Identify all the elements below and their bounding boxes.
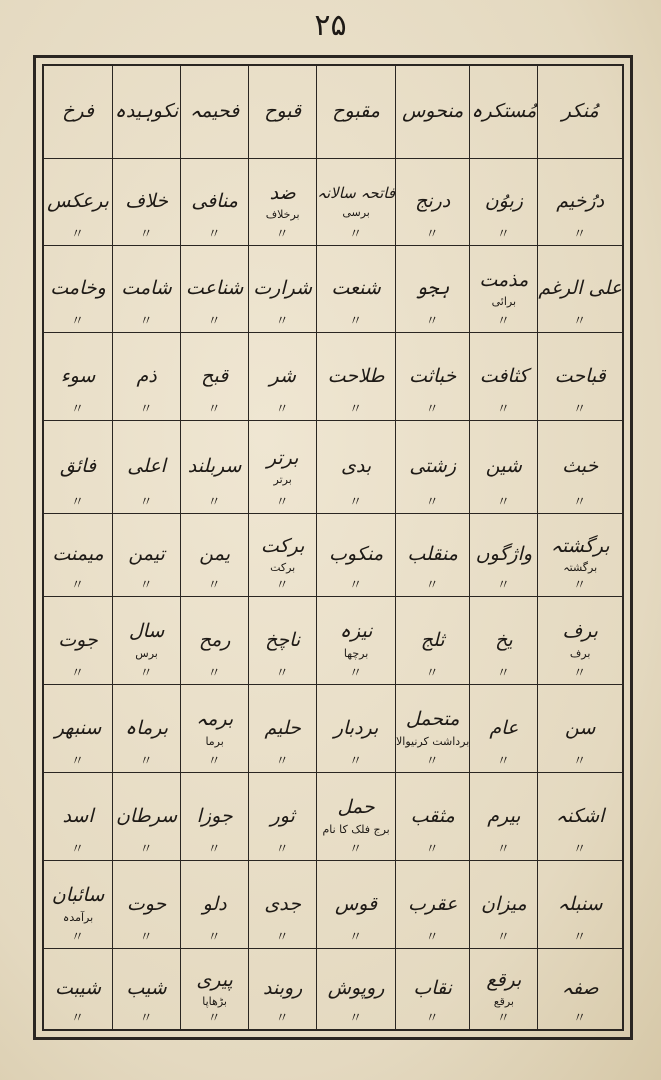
table-cell (180, 685, 248, 773)
entry-word: ثور (270, 804, 295, 827)
table-cell (537, 685, 622, 773)
ditto-mark: 〃 (425, 495, 440, 510)
ditto-mark: 〃 (207, 754, 222, 769)
table-cell (180, 773, 248, 861)
table-cell (316, 514, 395, 597)
entry-word: سنبھر (54, 716, 102, 739)
entry-word: مقبوح (332, 100, 380, 123)
ditto-mark: 〃 (349, 314, 364, 329)
ditto-mark: 〃 (425, 666, 440, 681)
entry-word: درنج (415, 190, 451, 213)
ditto-mark: 〃 (139, 402, 154, 417)
table-cell (248, 246, 316, 333)
table-cell (112, 773, 180, 861)
entry-word: سائبان (51, 884, 105, 907)
ditto-mark: 〃 (139, 495, 154, 510)
table-cell (44, 597, 112, 685)
entry-note: برائی (491, 295, 517, 309)
ditto-mark: 〃 (349, 754, 364, 769)
table-cell (469, 514, 537, 597)
table-cell (112, 66, 180, 159)
table-cell (537, 773, 622, 861)
ditto-mark: 〃 (71, 314, 86, 329)
entry-note: برداشت کرنیوالا (396, 734, 470, 748)
ditto-mark: 〃 (425, 314, 440, 329)
ditto-mark: 〃 (139, 578, 154, 593)
ditto-mark: 〃 (275, 495, 290, 510)
ditto-mark: 〃 (139, 754, 154, 769)
ditto-mark: 〃 (349, 402, 364, 417)
ditto-mark: 〃 (71, 495, 86, 510)
entry-word: فاتحہ سالانہ (317, 183, 395, 202)
table-cell (44, 949, 112, 1029)
entry-word: سرطان (115, 804, 178, 827)
entry-note: برقع (493, 995, 514, 1009)
table-cell (248, 66, 316, 159)
ditto-mark: 〃 (573, 930, 588, 945)
entry-word: شامت (121, 277, 172, 300)
table-cell (469, 773, 537, 861)
entry-note: برف (569, 646, 591, 660)
ditto-mark: 〃 (139, 314, 154, 329)
table-cell (316, 333, 395, 421)
entry-word: قبح (201, 364, 229, 387)
entry-word: شیبت (55, 977, 102, 1000)
entry-word: اسد (62, 804, 94, 827)
entry-word: منقلب (407, 543, 458, 566)
table-cell (44, 333, 112, 421)
entry-note: برآمدہ (62, 910, 94, 924)
table-cell (44, 773, 112, 861)
ditto-mark: 〃 (275, 227, 290, 242)
ditto-mark: 〃 (207, 495, 222, 510)
entry-word: روپوش (327, 977, 385, 1000)
entry-word: برتر (266, 446, 299, 469)
entry-word: سن (564, 716, 596, 739)
entry-word: متحمل (405, 708, 460, 731)
table-cell (180, 949, 248, 1029)
entry-word: برقع (486, 968, 522, 991)
table-cell (180, 861, 248, 949)
table-cell (44, 685, 112, 773)
ditto-mark: 〃 (496, 495, 511, 510)
table-cell (469, 685, 537, 773)
ditto-mark: 〃 (349, 227, 364, 242)
table-cell (180, 66, 248, 159)
entry-word: عقرب (408, 892, 458, 915)
table-cell (44, 246, 112, 333)
table-cell (537, 861, 622, 949)
entry-word: درُخیم (556, 190, 605, 213)
table-cell (395, 597, 469, 685)
ditto-mark: 〃 (139, 842, 154, 857)
ditto-mark: 〃 (573, 495, 588, 510)
ditto-mark: 〃 (425, 1011, 440, 1026)
table-cell (469, 159, 537, 246)
table-cell (248, 597, 316, 685)
entry-word: جوزا (196, 804, 233, 827)
table-cell (469, 246, 537, 333)
entry-word: شین (485, 455, 522, 478)
entry-word: فرخ (62, 100, 94, 123)
entry-note: برج فلک کا نام (322, 822, 390, 836)
entry-word: روبند (262, 977, 303, 1000)
ditto-mark: 〃 (496, 930, 511, 945)
table-cell (469, 949, 537, 1029)
entry-word: خبث (562, 455, 599, 478)
ditto-mark: 〃 (349, 666, 364, 681)
ditto-mark: 〃 (496, 402, 511, 417)
entry-word: شنعت (331, 277, 381, 300)
ditto-mark: 〃 (207, 666, 222, 681)
table-cell (316, 949, 395, 1029)
entry-word: بیرم (487, 804, 521, 827)
entry-word: منکوب (329, 543, 384, 566)
entry-word: قباحت (554, 364, 606, 387)
ditto-mark: 〃 (496, 666, 511, 681)
entry-word: بدی (341, 455, 372, 478)
entry-word: برف (562, 620, 598, 643)
table-cell (248, 685, 316, 773)
ditto-mark: 〃 (71, 930, 86, 945)
ditto-mark: 〃 (573, 1011, 588, 1026)
table-cell (112, 421, 180, 514)
entry-word: قوس (335, 892, 378, 915)
ditto-mark: 〃 (573, 314, 588, 329)
entry-word: وخامت (50, 277, 106, 300)
entry-note: برخلاف (265, 208, 300, 222)
table-cell (316, 421, 395, 514)
ditto-mark: 〃 (207, 578, 222, 593)
table-cell (395, 246, 469, 333)
table-cell (248, 333, 316, 421)
entry-word: شر (269, 364, 296, 387)
entry-word: ضد (269, 181, 296, 204)
entry-word: سنبلہ (557, 892, 603, 915)
entry-word: برماہ (125, 716, 169, 739)
ditto-mark: 〃 (207, 842, 222, 857)
table-cell (395, 333, 469, 421)
table-cell (248, 514, 316, 597)
ditto-mark: 〃 (496, 227, 511, 242)
table-cell (112, 333, 180, 421)
table-cell (112, 597, 180, 685)
entry-note: برتر (273, 473, 292, 487)
ditto-mark: 〃 (573, 227, 588, 242)
table-cell (248, 421, 316, 514)
table-cell (112, 159, 180, 246)
table-cell (44, 66, 112, 159)
entry-word: ہجو (415, 277, 450, 300)
entry-word: طلاحت (327, 364, 385, 387)
ditto-mark: 〃 (573, 402, 588, 417)
entry-word: پیری (196, 968, 233, 991)
entry-note: برگشتہ (563, 561, 598, 575)
entry-word: حوت (126, 892, 167, 915)
ditto-mark: 〃 (71, 402, 86, 417)
table-cell (537, 333, 622, 421)
ditto-mark: 〃 (71, 1011, 86, 1026)
entry-word: عام (489, 716, 519, 739)
ditto-mark: 〃 (71, 227, 86, 242)
entry-word: فائق (60, 455, 97, 478)
table-frame (33, 55, 633, 1040)
ditto-mark: 〃 (207, 314, 222, 329)
ditto-mark: 〃 (496, 1011, 511, 1026)
ditto-mark: 〃 (573, 754, 588, 769)
table-cell (537, 246, 622, 333)
table-cell (316, 246, 395, 333)
table-cell (316, 685, 395, 773)
table-cell (316, 861, 395, 949)
entry-note: برچھا (343, 646, 369, 660)
table-cell (248, 159, 316, 246)
ditto-mark: 〃 (425, 842, 440, 857)
entry-word: منحوس (402, 100, 464, 123)
entry-word: تیمن (128, 543, 165, 566)
table-cell (248, 773, 316, 861)
entry-word: حلیم (264, 716, 301, 739)
table-cell (112, 949, 180, 1029)
ditto-mark: 〃 (496, 578, 511, 593)
entry-word: جدی (264, 892, 301, 915)
ditto-mark: 〃 (349, 495, 364, 510)
entry-note: برکت (270, 561, 296, 575)
ditto-mark: 〃 (349, 578, 364, 593)
entry-note: برس (135, 646, 158, 660)
entry-word: مذمت (479, 268, 529, 291)
entry-note: برما (205, 734, 224, 748)
ditto-mark: 〃 (275, 842, 290, 857)
table-cell (180, 421, 248, 514)
table-cell (537, 421, 622, 514)
entry-word: یمن (199, 543, 230, 566)
table-cell (112, 861, 180, 949)
table-cell (44, 514, 112, 597)
entry-word: شیب (126, 977, 167, 1000)
entry-note: بڑھاپا (202, 995, 227, 1009)
table-cell (316, 159, 395, 246)
ditto-mark: 〃 (349, 1011, 364, 1026)
table-cell (44, 159, 112, 246)
ditto-mark: 〃 (275, 754, 290, 769)
table-cell (44, 421, 112, 514)
ditto-mark: 〃 (207, 930, 222, 945)
table-cell (395, 685, 469, 773)
ditto-mark: 〃 (71, 754, 86, 769)
entry-note: برسی (342, 206, 370, 220)
synonym-table (42, 64, 624, 1031)
table-cell (180, 514, 248, 597)
entry-word: علی الرغم (538, 277, 622, 300)
ditto-mark: 〃 (496, 314, 511, 329)
entry-word: رمح (198, 628, 231, 651)
entry-word: حمل (337, 796, 375, 819)
entry-word: خباثت (409, 364, 457, 387)
table-cell (537, 597, 622, 685)
table-cell (537, 949, 622, 1029)
entry-word: شناعت (185, 277, 244, 300)
entry-word: نقاب (413, 977, 452, 1000)
ditto-mark: 〃 (139, 666, 154, 681)
ditto-mark: 〃 (573, 842, 588, 857)
ditto-mark: 〃 (425, 227, 440, 242)
page-number: ۲۵ (314, 8, 347, 43)
entry-word: اشکنہ (555, 804, 605, 827)
ditto-mark: 〃 (573, 666, 588, 681)
entry-word: یخ (495, 628, 513, 651)
ditto-mark: 〃 (207, 1011, 222, 1026)
ditto-mark: 〃 (275, 402, 290, 417)
table-cell (395, 66, 469, 159)
table-cell (180, 333, 248, 421)
entry-word: نیزہ (339, 620, 373, 643)
ditto-mark: 〃 (275, 578, 290, 593)
ditto-mark: 〃 (71, 578, 86, 593)
entry-word: مثقب (410, 804, 455, 827)
entry-word: واژگوں (475, 543, 533, 566)
entry-word: سوء (60, 364, 96, 387)
ditto-mark: 〃 (425, 578, 440, 593)
ditto-mark: 〃 (139, 930, 154, 945)
entry-word: برمہ (196, 708, 234, 731)
entry-word: سال (128, 620, 165, 643)
table-cell (537, 514, 622, 597)
table-cell (395, 861, 469, 949)
table-cell (469, 66, 537, 159)
entry-word: مُنکر (561, 100, 599, 123)
table-cell (469, 421, 537, 514)
table-cell (395, 159, 469, 246)
table-cell (248, 861, 316, 949)
ditto-mark: 〃 (573, 578, 588, 593)
entry-word: نکوہیدہ (114, 100, 179, 123)
entry-word: منافی (191, 190, 238, 213)
ditto-mark: 〃 (207, 227, 222, 242)
entry-word: برعکس (47, 190, 109, 213)
table-cell (180, 246, 248, 333)
table-cell (395, 514, 469, 597)
entry-word: کثافت (479, 364, 528, 387)
entry-word: خلاف (125, 190, 168, 213)
ditto-mark: 〃 (207, 402, 222, 417)
ditto-mark: 〃 (496, 842, 511, 857)
ditto-mark: 〃 (425, 402, 440, 417)
table-cell (112, 246, 180, 333)
table-cell (112, 685, 180, 773)
table-cell (395, 421, 469, 514)
entry-word: دلو (202, 892, 227, 915)
table-cell (316, 773, 395, 861)
table-cell (112, 514, 180, 597)
entry-word: زشتی (409, 455, 456, 478)
table-cell (44, 861, 112, 949)
ditto-mark: 〃 (275, 314, 290, 329)
entry-word: ناچخ (265, 628, 301, 651)
entry-word: زبوُن (484, 190, 523, 213)
table-cell (469, 333, 537, 421)
entry-word: ثلج (420, 628, 445, 651)
entry-word: مُستکرہ (471, 100, 537, 123)
ditto-mark: 〃 (139, 227, 154, 242)
entry-word: قبوح (264, 100, 302, 123)
table-cell (180, 597, 248, 685)
table-cell (469, 861, 537, 949)
ditto-mark: 〃 (496, 754, 511, 769)
ditto-mark: 〃 (275, 666, 290, 681)
entry-word: فحیمہ (190, 100, 240, 123)
ditto-mark: 〃 (425, 930, 440, 945)
entry-word: برکت (260, 534, 305, 557)
entry-word: شرارت (253, 277, 313, 300)
table-cell (316, 597, 395, 685)
entry-word: بردبار (333, 716, 379, 739)
table-cell (180, 159, 248, 246)
entry-word: جوت (58, 628, 98, 651)
entry-word: سربلند (187, 455, 242, 478)
table-cell (248, 949, 316, 1029)
table-cell (469, 597, 537, 685)
entry-word: اعلی (127, 455, 166, 478)
ditto-mark: 〃 (425, 754, 440, 769)
entry-word: صفہ (561, 977, 599, 1000)
ditto-mark: 〃 (349, 842, 364, 857)
ditto-mark: 〃 (275, 930, 290, 945)
table-cell (395, 949, 469, 1029)
ditto-mark: 〃 (349, 930, 364, 945)
ditto-mark: 〃 (275, 1011, 290, 1026)
entry-word: میمنت (52, 543, 104, 566)
ditto-mark: 〃 (139, 1011, 154, 1026)
table-cell (316, 66, 395, 159)
entry-word: برگشتہ (550, 534, 610, 557)
table-cell (537, 159, 622, 246)
ditto-mark: 〃 (71, 842, 86, 857)
entry-word: ذم (136, 364, 157, 387)
ditto-mark: 〃 (71, 666, 86, 681)
table-cell (537, 66, 622, 159)
table-cell (395, 773, 469, 861)
entry-word: میزان (481, 892, 527, 915)
